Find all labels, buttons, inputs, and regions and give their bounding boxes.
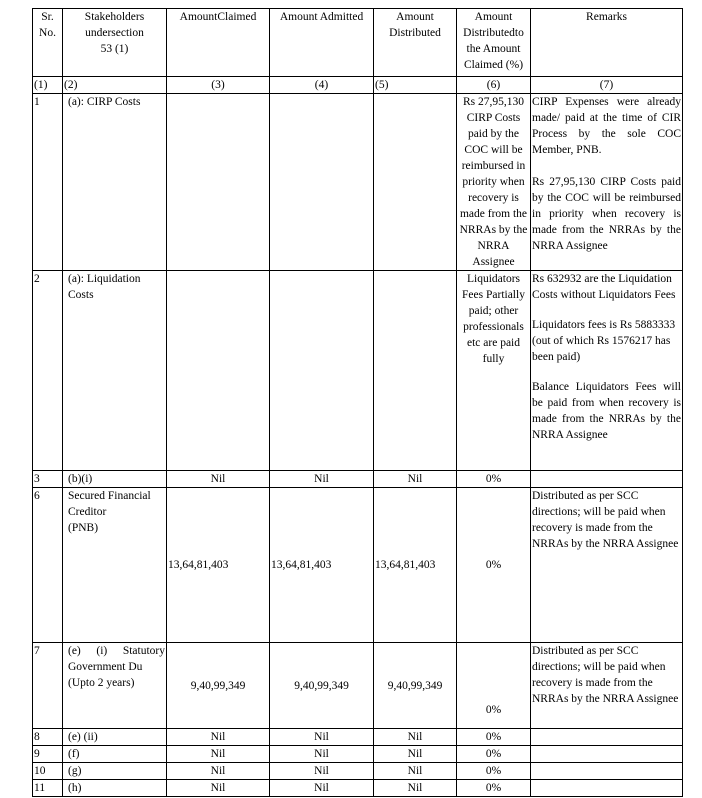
percent-distributed-cell: 0% (457, 780, 531, 797)
column-number-row (33, 77, 683, 94)
amount-admitted-cell: Nil (270, 780, 374, 797)
amount-admitted-cell: 9,40,99,349 (270, 643, 374, 729)
stakeholder-cell: (e) (ii) (63, 729, 167, 746)
table-row (33, 471, 683, 488)
sr-no-cell: 8 (33, 729, 63, 746)
remarks-cell (531, 763, 683, 780)
header-stakeholders: Stakeholders undersection 53 (1) (63, 9, 167, 77)
remarks-cell (531, 271, 683, 471)
stakeholder-cell: (b)(i) (63, 471, 167, 488)
stakeholder-cell: (f) (63, 746, 167, 763)
header-row (33, 9, 683, 77)
header-sr-no: Sr. No. (33, 9, 63, 77)
amount-claimed-cell: Nil (167, 780, 270, 797)
remark-paragraph: Balance Liquidators Fees will be paid from when recovery is made from the NRRAs by the NRRA Assignee (532, 381, 681, 441)
amount-distributed-cell: Nil (374, 471, 457, 488)
amount-distributed-cell: Nil (374, 729, 457, 746)
table-row (33, 729, 683, 746)
amount-admitted-cell: Nil (270, 471, 374, 488)
sr-no-cell: 7 (33, 643, 63, 729)
amount-distributed-cell: Nil (374, 763, 457, 780)
percent-distributed-cell: 0% (457, 471, 531, 488)
amount-admitted-cell: Nil (270, 729, 374, 746)
remarks-cell: Distributed as per SCC directions; will be paid when recovery is made from the NRRAs by the NRRA Assignee (531, 488, 683, 643)
header-amount-claimed: AmountClaimed (167, 9, 270, 77)
colnum-cell: (3) (167, 77, 270, 94)
percent-distributed-cell: 0% (457, 746, 531, 763)
table-row (33, 643, 683, 729)
amount-claimed-cell: Nil (167, 471, 270, 488)
stakeholder-text: (e) (i) Statutory Government Du (68, 645, 165, 673)
sr-no-cell: 6 (33, 488, 63, 643)
table-row (33, 94, 683, 271)
percent-distributed-cell: 0% (457, 643, 531, 729)
header-percent-distributed: Amount Distributedto the Amount Claimed (%) (457, 9, 531, 77)
amount-admitted-cell: Nil (270, 746, 374, 763)
amount-claimed-cell: Nil (167, 729, 270, 746)
colnum-cell: (5) (374, 77, 457, 94)
percent-distributed-cell: Liquidators Fees Partially paid; other professionals etc are paid fully (457, 271, 531, 471)
amount-distributed-cell (374, 94, 457, 271)
amount-distributed-cell: Nil (374, 780, 457, 797)
sr-no-cell: 9 (33, 746, 63, 763)
colnum-cell: (6) (457, 77, 531, 94)
stakeholder-cell: (h) (63, 780, 167, 797)
header-remarks: Remarks (531, 9, 683, 77)
amount-claimed-cell: Nil (167, 746, 270, 763)
table-row (33, 746, 683, 763)
colnum-cell: (1) (33, 77, 63, 94)
amount-claimed-cell (167, 271, 270, 471)
remarks-cell (531, 94, 683, 271)
amount-admitted-cell (270, 94, 374, 271)
remarks-cell (531, 729, 683, 746)
stakeholder-cell: (a): CIRP Costs (63, 94, 167, 271)
amount-claimed-cell: Nil (167, 763, 270, 780)
amount-admitted-cell: Nil (270, 763, 374, 780)
remark-paragraph: CIRP Expenses were already made/ paid at the time of CIR Process by the sole COC Member, PNB. (532, 96, 681, 156)
percent-distributed-cell: 0% (457, 763, 531, 780)
amount-distributed-cell: 9,40,99,349 (374, 643, 457, 729)
remarks-cell (531, 471, 683, 488)
distribution-table (32, 8, 683, 797)
header-amount-admitted: Amount Admitted (270, 9, 374, 77)
amount-admitted-cell (270, 271, 374, 471)
header-amount-distributed: Amount Distributed (374, 9, 457, 77)
sr-no-cell: 10 (33, 763, 63, 780)
percent-distributed-cell: 0% (457, 488, 531, 643)
colnum-cell: (4) (270, 77, 374, 94)
amount-distributed-cell (374, 271, 457, 471)
remarks-cell: Distributed as per SCC directions; will be paid when recovery is made from the NRRAs by the NRRA Assignee (531, 643, 683, 729)
remarks-cell (531, 746, 683, 763)
table-row (33, 763, 683, 780)
stakeholder-text: (Upto 2 years) (68, 677, 135, 689)
amount-claimed-cell: 13,64,81,403 (167, 488, 270, 643)
remark-paragraph: Liquidators fees is Rs 5883333 (out of which Rs 1576217 has been paid) (532, 319, 676, 363)
stakeholder-cell: (a): Liquidation Costs (63, 271, 167, 471)
sr-no-cell: 2 (33, 271, 63, 471)
stakeholder-cell: Secured Financial Creditor (PNB) (63, 488, 167, 643)
remark-paragraph: Rs 632932 are the Liquidation Costs without Liquidators Fees (532, 273, 676, 301)
amount-distributed-cell: 13,64,81,403 (374, 488, 457, 643)
amount-claimed-cell (167, 94, 270, 271)
table-row (33, 488, 683, 643)
colnum-cell: (7) (531, 77, 683, 94)
sr-no-cell: 11 (33, 780, 63, 797)
amount-admitted-cell: 13,64,81,403 (270, 488, 374, 643)
stakeholder-cell: (g) (63, 763, 167, 780)
remark-paragraph: Rs 27,95,130 CIRP Costs paid by the COC will be reimbursed in priority when recovery is made from the NRRAs by the NRRA Assignee (532, 176, 681, 252)
sr-no-cell: 3 (33, 471, 63, 488)
amount-distributed-cell: Nil (374, 746, 457, 763)
stakeholder-cell (63, 643, 167, 729)
table-row (33, 271, 683, 471)
remarks-cell (531, 780, 683, 797)
percent-distributed-cell: 0% (457, 729, 531, 746)
table-row (33, 780, 683, 797)
sr-no-cell: 1 (33, 94, 63, 271)
colnum-cell: (2) (63, 77, 167, 94)
percent-distributed-cell: Rs 27,95,130 CIRP Costs paid by the COC will be reimbursed in priority when recovery is made from the NRRAs by the NRRA Assignee (457, 94, 531, 271)
amount-claimed-cell: 9,40,99,349 (167, 643, 270, 729)
